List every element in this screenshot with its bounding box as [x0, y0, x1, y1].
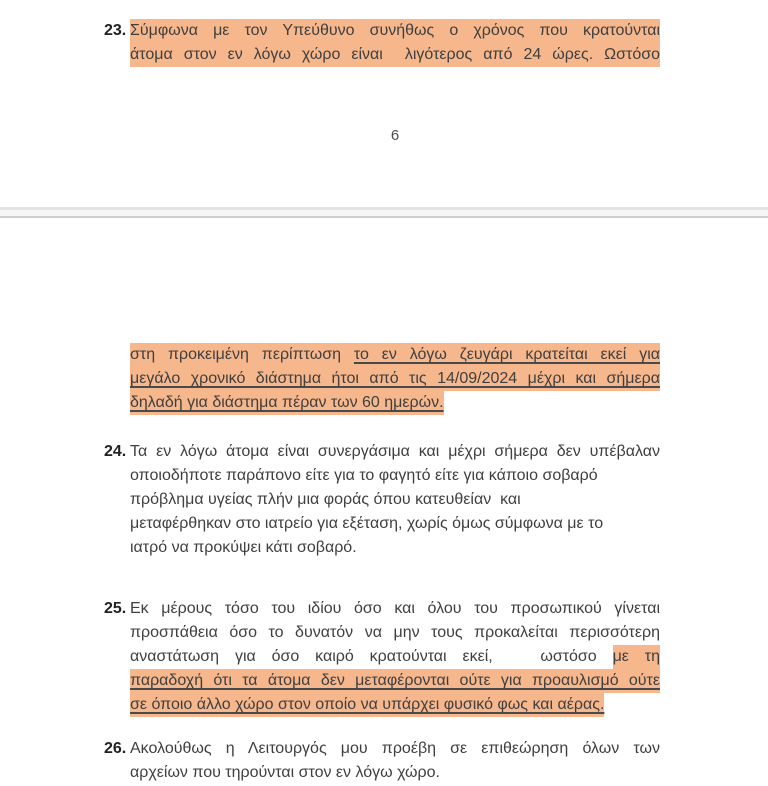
- text-segment: μεταφέρθηκαν στο ιατρείο για εξέταση, χωρίς όμως σύμφωνα με το: [130, 515, 604, 532]
- text-line: [130, 669, 660, 693]
- text-line: [130, 464, 660, 488]
- highlighted-text: παραδοχή ότι τα άτομα δεν μεταφέρονται ούτε για προαυλισμό ούτε: [130, 669, 660, 693]
- highlighted-text: σε όποιο άλλο χώρο στον οποίο να υπάρχει φυσικό φως και αέρας.: [130, 693, 604, 717]
- paragraph-23[interactable]: [104, 19, 660, 67]
- highlighted-text: μεγάλο χρονικό διάστημα ήτοι από τις 14/09/2024 μέχρι και σήμερα: [130, 367, 660, 391]
- paragraph-text: [130, 597, 660, 717]
- paragraph-24[interactable]: [104, 440, 660, 560]
- text-line: [130, 597, 660, 621]
- first-page: [0, 0, 768, 207]
- paragraph-text: [130, 737, 660, 785]
- paragraph-text: [130, 440, 660, 560]
- paragraph-23-continuation[interactable]: [104, 343, 660, 415]
- text-segment: αναστάτωση για όσο καιρό κρατούνται εκεί, ωστόσο: [130, 648, 613, 665]
- text-segment: Ακολούθως η Λειτουργός μου προέβη σε επιθεώρηση όλων των: [130, 740, 660, 757]
- text-line: [130, 536, 660, 560]
- paragraph-number: 26.: [104, 740, 127, 757]
- paragraph-25[interactable]: [104, 597, 660, 717]
- text-line: [130, 391, 660, 415]
- paragraph-number: 25.: [104, 600, 127, 617]
- text-line: [130, 512, 660, 536]
- highlighted-text: άτομα στον εν λόγω χώρο είναι λιγότερος από 24 ώρες. Ωστόσο: [130, 43, 660, 67]
- page-number: 6: [390, 127, 400, 144]
- text-line: [130, 737, 660, 761]
- paragraph-number: 23.: [104, 22, 127, 39]
- text-segment: προσπάθεια όσο το δυνατόν να μην τους προκαλείται περισσότερη: [130, 624, 660, 641]
- text-line: [130, 43, 660, 67]
- text-segment: οποιοδήποτε παράπονο είτε για το φαγητό είτε για κάποιο σοβαρό: [130, 467, 598, 484]
- highlighted-text: στη προκειμένη περίπτωση: [130, 343, 354, 367]
- paragraph-text: [130, 19, 660, 67]
- paragraph-26[interactable]: [104, 737, 660, 785]
- paragraph-number: 24.: [104, 443, 127, 460]
- paragraph-number: [104, 343, 130, 415]
- highlighted-text: δηλαδή για διάστημα πέραν των 60 ημερών.: [130, 391, 444, 415]
- text-segment: πρόβλημα υγείας πλήν μια φοράς όπου κατευθείαν και: [130, 491, 521, 508]
- text-segment: Εκ μέρους τόσο του ιδίου όσο και όλου του προσωπικού γίνεται: [130, 600, 660, 617]
- text-segment: αρχείων που τηρούνται στον εν λόγω χώρο.: [130, 764, 440, 781]
- paragraph-text: [130, 343, 660, 415]
- text-segment: Τα εν λόγω άτομα είναι συνεργάσιμα και μέχρι σήμερα δεν υπέβαλαν: [130, 443, 660, 460]
- highlighted-text: Σύμφωνα με τον Υπεύθυνο συνήθως ο χρόνος που κρατούνται: [130, 19, 660, 43]
- text-line: [130, 440, 660, 464]
- text-line: [130, 761, 660, 785]
- text-line: [130, 488, 660, 512]
- text-line: [130, 621, 660, 645]
- highlighted-text: με τη: [613, 645, 660, 669]
- page-break-separator: [0, 207, 768, 218]
- text-line: [130, 645, 660, 669]
- text-line: [130, 367, 660, 391]
- second-page: [0, 218, 768, 786]
- text-segment: ιατρό να προκύψει κάτι σοβαρό.: [130, 539, 357, 556]
- text-line: [130, 343, 660, 367]
- text-line: [130, 19, 660, 43]
- highlighted-text: το εν λόγω ζευγάρι κρατείται εκεί για: [354, 343, 660, 367]
- text-line: [130, 693, 660, 717]
